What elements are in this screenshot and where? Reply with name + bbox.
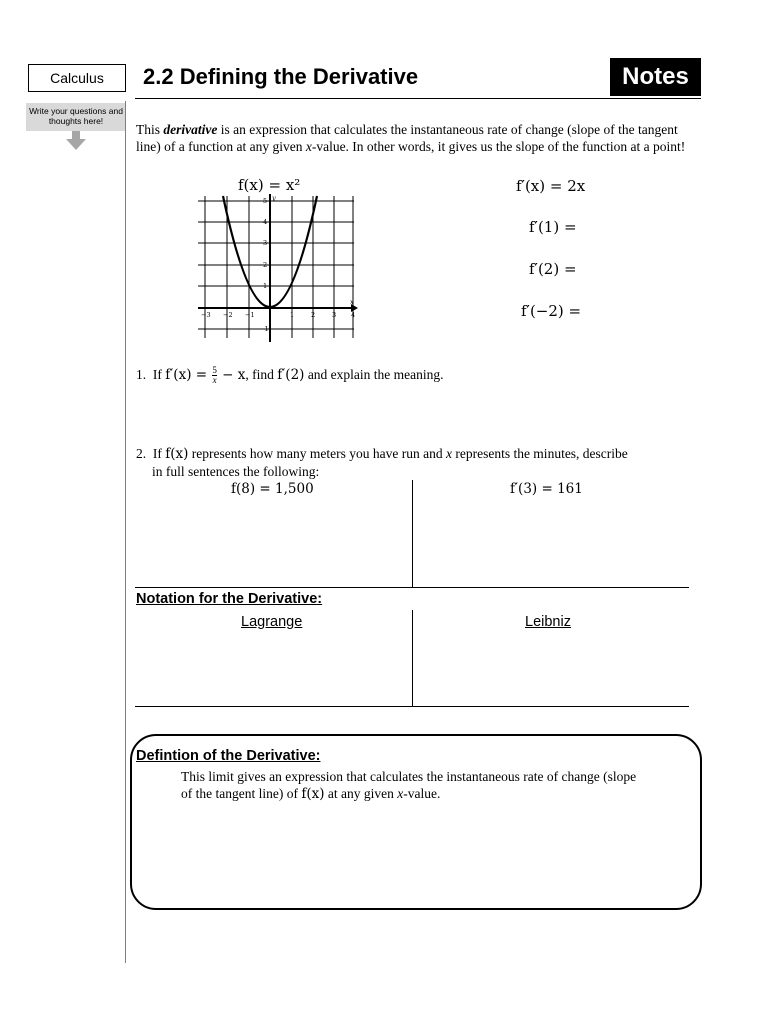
margin-note: Write your questions and thoughts here! xyxy=(26,103,126,131)
x-tick: 4 xyxy=(351,311,356,319)
y-tick: 2 xyxy=(263,261,268,269)
title-divider xyxy=(135,98,701,99)
x-tick: 2 xyxy=(311,311,316,319)
x-tick: 3 xyxy=(332,311,337,319)
question-1: 1. If f′(x) = $\frac{5}{x}$ − x, find f′(2) and explain the meaning. xyxy=(136,365,444,386)
notation-lagrange: Lagrange xyxy=(241,614,303,630)
intro-paragraph: This derivative is an expression that calculates the instantaneous rate of change (slope of the tangent line) of a function at any given x-value. In other words, it gives us the slope of the function at a point! xyxy=(136,122,686,154)
x-tick: −2 xyxy=(223,311,233,319)
function-equation: f(x) = x² xyxy=(238,176,301,194)
x-tick: −1 xyxy=(245,311,255,319)
arrow-down-icon xyxy=(66,131,86,151)
fraction: $\frac{5}{x}$ xyxy=(212,365,217,386)
y-tick: 5 xyxy=(263,197,268,205)
y-tick: 3 xyxy=(263,239,268,247)
q2-right-prompt: f′(3) = 161 xyxy=(510,481,583,497)
eval-f2: f′(2) = xyxy=(529,260,577,278)
y-tick: −1 xyxy=(259,325,269,333)
q2-left-prompt: f(8) = 1,500 xyxy=(231,481,314,497)
notation-heading: Notation for the Derivative: xyxy=(136,591,323,607)
eval-f1: f′(1) = xyxy=(529,218,577,236)
notes-badge: Notes xyxy=(610,58,701,96)
eval-fneg2: f′(−2) = xyxy=(521,302,582,320)
y-tick: 1 xyxy=(263,282,268,290)
margin-divider xyxy=(125,101,126,963)
question-2: 2. If f(x) represents how many meters you have run and x represents the minutes, describe in full sentences the following: xyxy=(136,446,628,479)
page-title: 2.2 Defining the Derivative xyxy=(143,64,419,89)
notation-bottom-rule xyxy=(135,706,689,707)
y-tick: 4 xyxy=(263,218,268,226)
definition-text: This limit gives an expression that calculates the instantaneous rate of change (slope of the tangent line) of f(x) at any given x-value. xyxy=(181,769,637,802)
x-axis-label: x xyxy=(350,298,354,306)
x-tick: −3 xyxy=(201,311,211,319)
q2-column-divider xyxy=(412,480,413,587)
derivative-equation: f′(x) = 2x xyxy=(516,177,586,195)
course-label: Calculus xyxy=(28,64,126,92)
notation-column-divider xyxy=(412,610,413,707)
y-axis-label: y xyxy=(272,194,276,202)
definition-heading: Defintion of the Derivative: xyxy=(136,748,321,764)
parabola-graph xyxy=(196,192,358,344)
notation-leibniz: Leibniz xyxy=(525,614,571,630)
x-tick: 1 xyxy=(290,311,295,319)
q2-bottom-rule xyxy=(135,587,689,588)
